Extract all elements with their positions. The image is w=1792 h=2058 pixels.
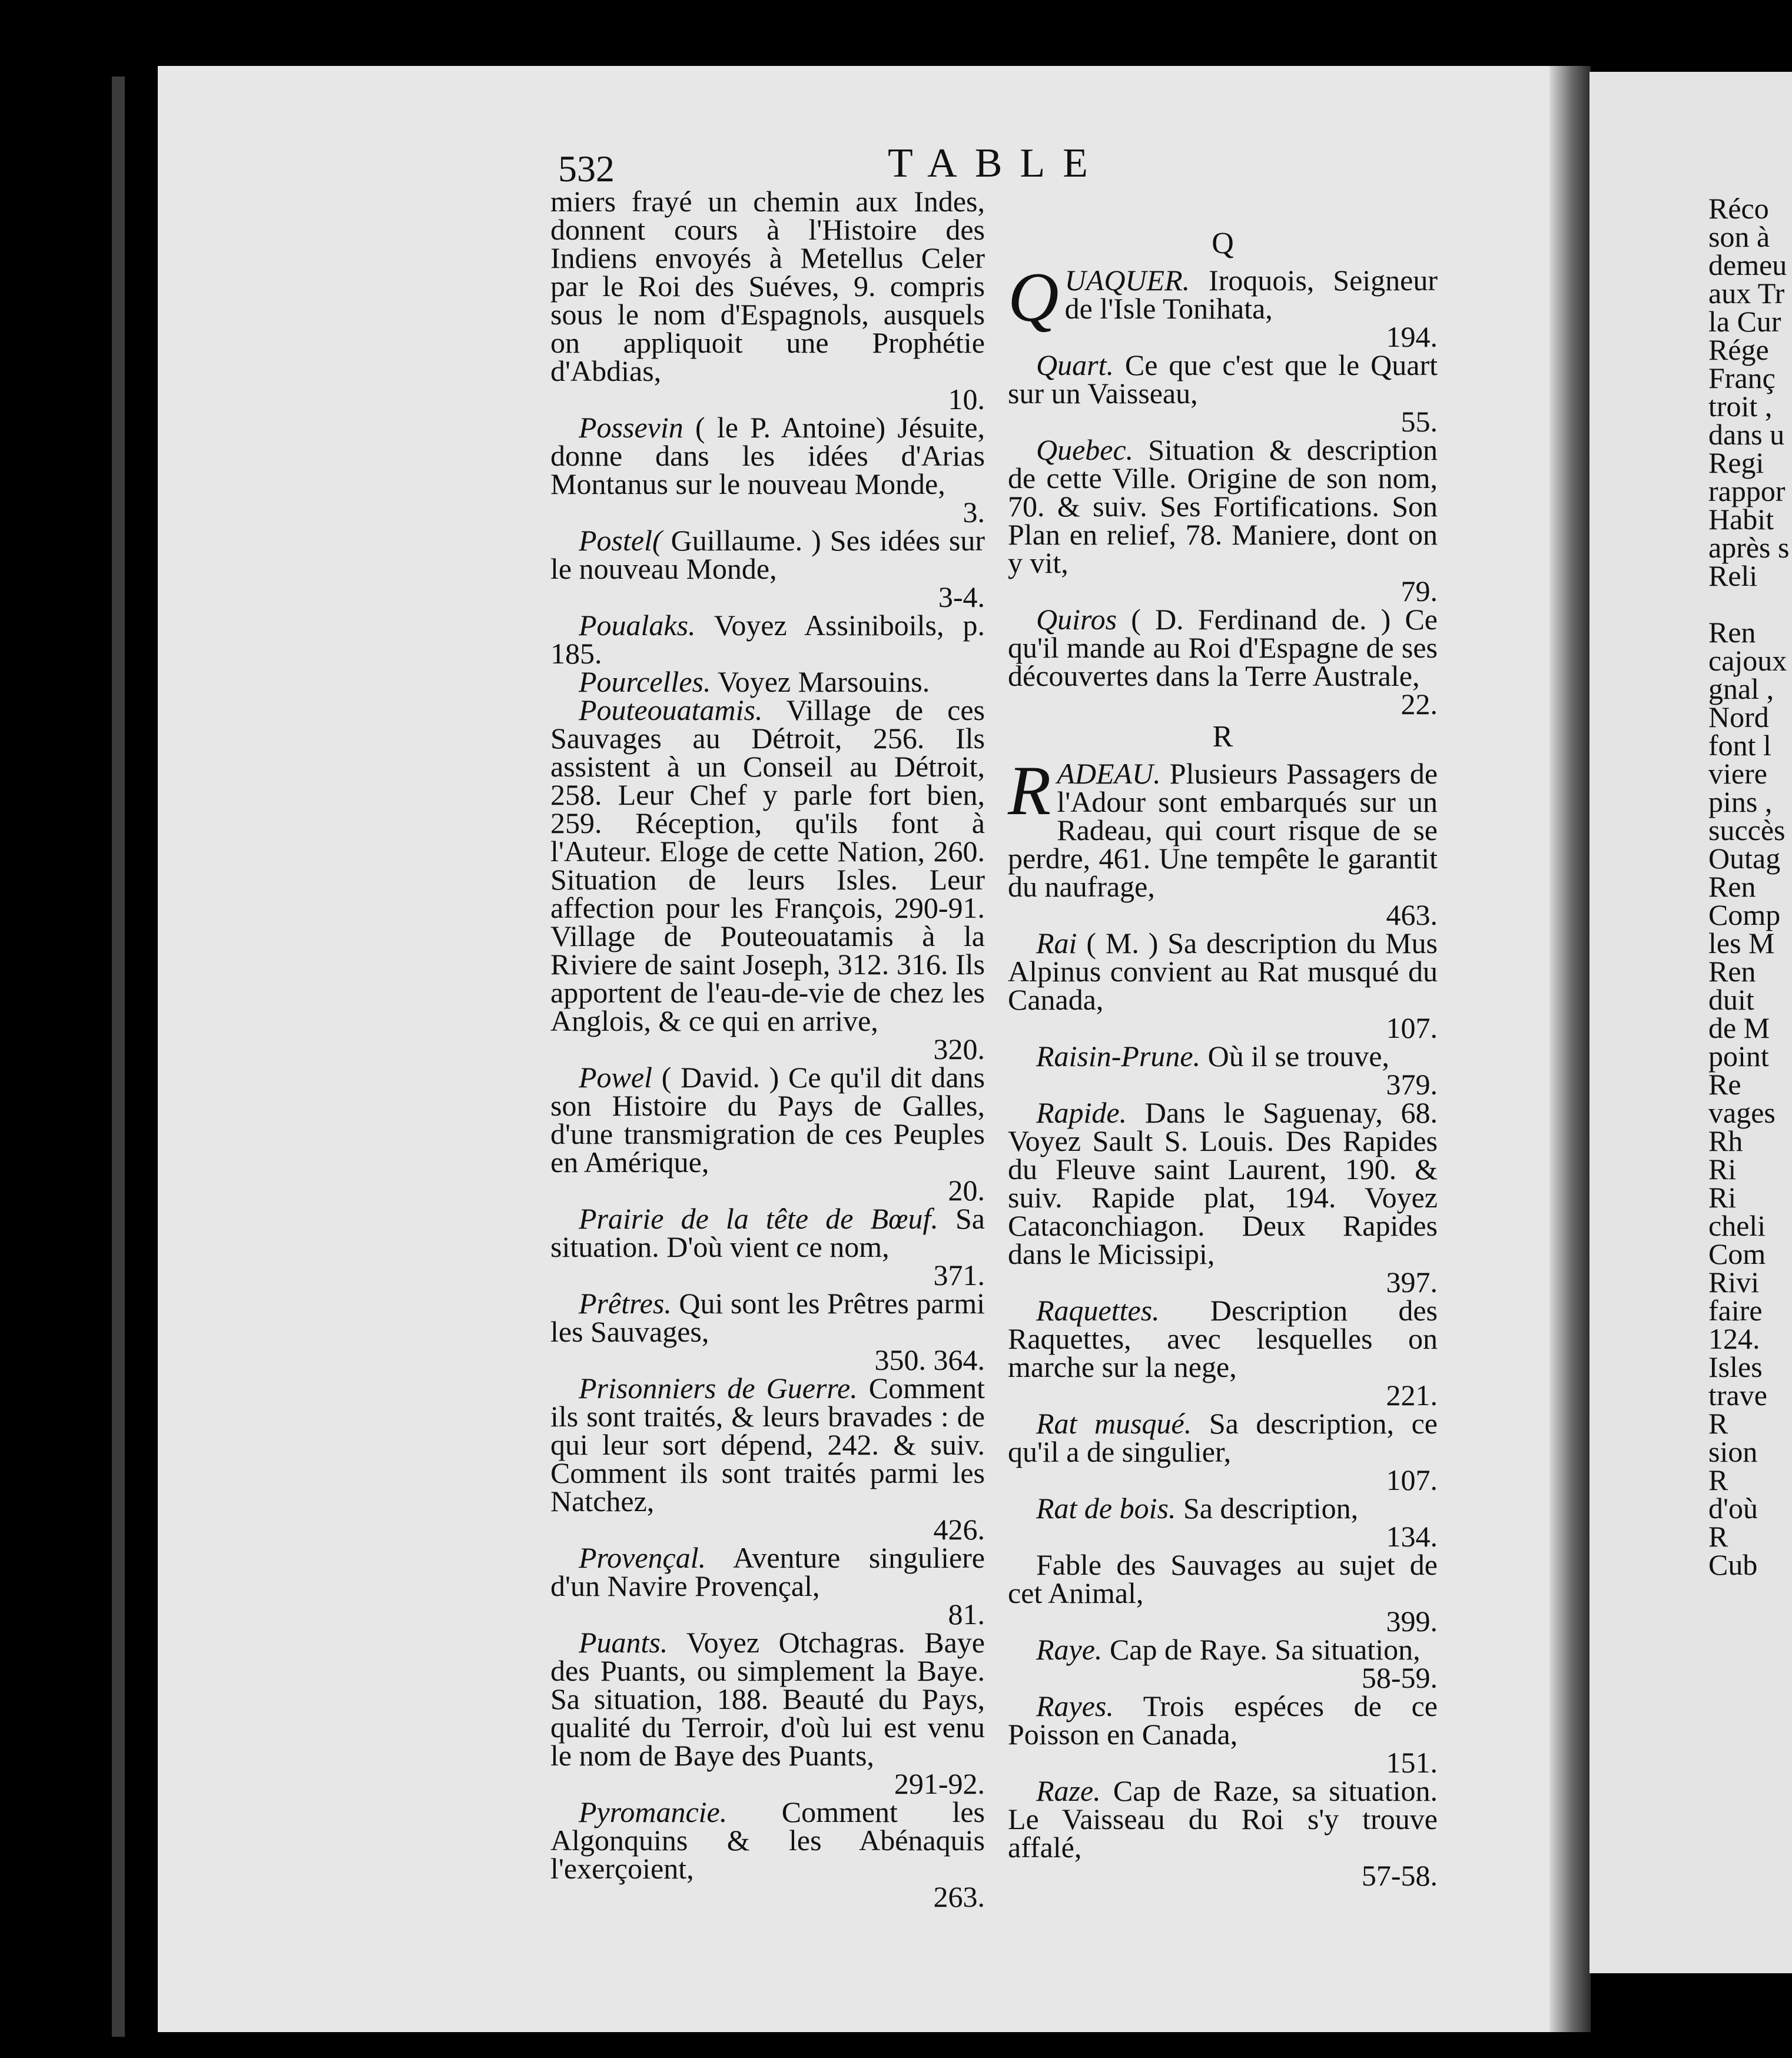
index-entry <box>550 1628 985 1798</box>
facing-line: Habit <box>1708 503 1774 536</box>
index-entry <box>1008 1040 1438 1101</box>
page-reference: 58-59. <box>1361 1661 1438 1694</box>
facing-page-text <box>1708 194 1792 1579</box>
facing-line: Isles <box>1708 1350 1763 1383</box>
facing-line: rappor <box>1708 474 1786 507</box>
page-reference: 22. <box>1401 688 1438 721</box>
entry-text: Cap de Raye. Sa situation, <box>1109 1633 1421 1666</box>
entry-headword: Rapide. <box>1036 1096 1127 1129</box>
entry-headword: Poualaks. <box>579 609 696 642</box>
entry-text: Sa description, <box>1183 1492 1359 1525</box>
entry-text: ( M. ) Sa description du Mus Alpinus convient au Rat musqué du Canada, <box>1008 927 1438 1016</box>
facing-line: font l <box>1708 729 1771 762</box>
facing-line: Réco <box>1708 194 1769 225</box>
facing-line: Ren <box>1708 870 1756 903</box>
entry-headword: Quart. <box>1036 348 1114 381</box>
facing-line: dans u <box>1708 418 1785 451</box>
facing-line: Ri <box>1708 1181 1737 1214</box>
entry-headword: Prêtres. <box>579 1287 672 1320</box>
facing-line: R <box>1708 1463 1728 1496</box>
entry-text: Qui sont les Prêtres parmi les Sauvages, <box>550 1287 985 1348</box>
page-reference: 134. <box>1386 1520 1438 1553</box>
facing-line: Outag <box>1708 842 1781 875</box>
entry-headword: Raze. <box>1036 1774 1101 1807</box>
page-reference: 151. <box>1386 1746 1438 1779</box>
entry-headword: Quebec. <box>1036 433 1134 466</box>
entry-text: Fable des Sauvages au sujet de cet Animal, <box>1008 1548 1438 1609</box>
book-edge <box>112 77 125 2037</box>
drop-cap: Q <box>1008 258 1059 336</box>
index-entry <box>550 1202 985 1292</box>
facing-line: 124. <box>1708 1322 1760 1355</box>
page-reference: 3. <box>963 496 985 529</box>
gutter-shadow <box>1549 66 1591 2032</box>
entry-text: Comment ils sont traités, & leurs bravades : de qui leur sort dépend, 242. & suiv. Comment ils sont traités parmi les Natchez, <box>550 1372 985 1518</box>
entry-headword: UAQUER. <box>1064 264 1190 297</box>
entry-headword: Powel <box>579 1061 652 1094</box>
entry-headword: Rat de bois. <box>1036 1492 1176 1525</box>
facing-line: d'où <box>1708 1492 1758 1525</box>
entry-text: Où il se trouve, <box>1207 1040 1389 1073</box>
page-reference: 221. <box>1386 1379 1438 1412</box>
entry-text: Iroquois, Seigneur de l'Isle Tonihata, <box>1064 264 1438 325</box>
facing-line: son à <box>1708 220 1770 253</box>
facing-line: Ren <box>1708 616 1756 649</box>
facing-line: Rége <box>1708 333 1769 366</box>
page-number: 532 <box>558 148 615 190</box>
page-reference: 79. <box>1401 575 1438 608</box>
entry-headword: Possevin <box>579 411 683 444</box>
page-reference: 10. <box>948 383 985 416</box>
running-head: TABLE <box>888 141 1106 186</box>
facing-line: après s <box>1708 531 1790 564</box>
facing-line: Com <box>1708 1237 1766 1270</box>
facing-line: Rh <box>1708 1124 1743 1157</box>
index-entry <box>550 665 985 698</box>
index-entry <box>1008 1409 1438 1494</box>
entry-text: Cap de Raze, sa situation. Le Vaisseau du Roi s'y trouve affalé, <box>1008 1774 1438 1864</box>
entry-text: Voyez Assiniboils, p. 185. <box>550 609 985 670</box>
facing-line: succès <box>1708 814 1786 847</box>
page-reference: 350. 364. <box>874 1343 985 1376</box>
index-entry <box>550 526 985 611</box>
index-entry <box>550 611 985 668</box>
facing-line: duit <box>1708 983 1754 1016</box>
section-letter-q: Q <box>1212 227 1234 260</box>
entry-text: Trois espéces de ce Poisson en Canada, <box>1008 1689 1438 1751</box>
index-entry <box>1008 1096 1438 1299</box>
page-reference: 463. <box>1386 898 1438 931</box>
index-entry <box>1008 1774 1438 1892</box>
entry-text: Village de ces Sauvages au Détroit, 256. Ils assistent à un Conseil au Détroit, 258. Leur Chef y parle fort bien, 259. Réception, qu'ils font à l'Auteur. Eloge de cette Nation, 260. Situation de leurs Isles. Leur affection pour les François, 290-91. Village de Pouteouatamis à la Riviere de saint Joseph, 312. 316. Ils apportent de l'eau-de-vie de chez les Anglois, & ce qui en arrive, <box>550 693 985 1037</box>
facing-line: Ren <box>1708 955 1756 988</box>
index-entry <box>550 1374 985 1544</box>
entry-text: ( D. Ferdinand de. ) Ce qu'il mande au Roi d'Espagne de ses découvertes dans la Terre Australe, <box>1008 603 1438 692</box>
page-reference: 320. <box>933 1033 985 1065</box>
section-letter-r: R <box>1212 720 1233 754</box>
entry-text: Sa description, ce qu'il a de singulier, <box>1008 1407 1438 1468</box>
index-entry <box>1008 603 1438 721</box>
entry-headword: Provençal. <box>579 1541 706 1574</box>
drop-cap: R <box>1008 751 1051 829</box>
entry-text: Plusieurs Passagers de l'Adour sont embarqués sur un Radeau, qui court risque de se perdre, 461. Une tempête le garantit du naufrage, <box>1008 757 1438 903</box>
entry-headword: Raisin-Prune. <box>1036 1040 1201 1073</box>
facing-line: Re <box>1708 1068 1741 1101</box>
facing-line: viere <box>1708 757 1767 790</box>
entry-headword: Postel( <box>579 524 662 557</box>
facing-line: faire <box>1708 1294 1763 1327</box>
entry-headword: Raquettes. <box>1036 1294 1160 1327</box>
facing-line: cajoux <box>1708 644 1787 677</box>
entry-headword: ADEAU. <box>1057 757 1161 790</box>
facing-line: Regi <box>1708 446 1764 479</box>
facing-line: de M <box>1708 1011 1770 1044</box>
entry-text: ( David. ) Ce qu'il dit dans son Histoire du Pays de Galles, d'une transmigration de ces Peuples en Amérique, <box>550 1061 985 1179</box>
facing-line: demeu <box>1708 248 1787 281</box>
index-entry <box>550 1289 985 1374</box>
entry-text: Aventure singuliere d'un Navire Provençal, <box>550 1541 985 1602</box>
facing-line: R <box>1708 1520 1728 1553</box>
entry-headword: Puants. <box>579 1626 668 1659</box>
page-reference: 107. <box>1386 1011 1438 1044</box>
index-entry <box>1008 1494 1438 1551</box>
index-entry <box>1008 258 1438 353</box>
entry-headword: Prairie de la tête de Bœuf. <box>579 1202 938 1235</box>
facing-line: la Cur <box>1708 305 1781 338</box>
entry-text: Voyez Otchagras. Baye des Puants, ou simplement la Baye. Sa situation, 188. Beauté du Pays, qualité du Terroir, d'où lui est venu le nom de Baye des Puants, <box>550 1626 985 1772</box>
facing-line: vages <box>1708 1096 1776 1129</box>
index-entry <box>550 1541 985 1631</box>
entry-headword: Pyromancie. <box>579 1795 728 1828</box>
entry-headword: Rat musqué. <box>1036 1407 1192 1440</box>
index-entry <box>1008 929 1438 1042</box>
facing-line: cheli <box>1708 1209 1766 1242</box>
index-entry <box>1008 433 1438 608</box>
index-entry <box>1008 751 1438 931</box>
facing-line: troit , <box>1708 390 1773 423</box>
entry-text: Ce que c'est que le Quart sur un Vaisseau, <box>1008 348 1438 410</box>
entry-headword: Prisonniers de Guerre. <box>579 1372 858 1405</box>
entry-text: miers frayé un chemin aux Indes, donnent cours à l'Histoire des Indiens envoyés à Metellus Celer par le Roi des Suéves, 9. compris sous le nom d'Espagnols, ausquels on appliquoit une Prophétie d'Abdias, <box>550 185 985 387</box>
entry-headword: Pourcelles. <box>579 665 711 698</box>
facing-line: sion <box>1708 1435 1758 1468</box>
facing-line <box>1708 590 1792 618</box>
page-reference: 20. <box>948 1174 985 1207</box>
facing-line: Ri <box>1708 1153 1737 1186</box>
entry-headword: Raye. <box>1036 1633 1103 1666</box>
index-entry <box>1008 1689 1438 1779</box>
facing-line: Rivi <box>1708 1266 1760 1299</box>
page-reference: 426. <box>933 1513 985 1546</box>
page-reference: 291-92. <box>894 1767 985 1800</box>
entry-text: Description des Raquettes, avec lesquelles on marche sur la nege, <box>1008 1294 1438 1383</box>
entry-headword: Quiros <box>1036 603 1117 636</box>
page-reference: 379. <box>1386 1068 1438 1101</box>
index-entry <box>550 411 985 529</box>
index-entry <box>550 693 985 1065</box>
section-r-entries <box>1008 751 1438 1892</box>
index-entry <box>1008 348 1438 438</box>
facing-line: aux Tr <box>1708 277 1785 310</box>
page-reference: 397. <box>1386 1266 1438 1299</box>
facing-line: les M <box>1708 927 1775 960</box>
index-entry <box>550 1795 985 1913</box>
page-reference: 57-58. <box>1361 1859 1438 1892</box>
entry-text: Dans le Saguenay, 68. Voyez Sault S. Louis. Des Rapides du Fleuve saint Laurent, 190. & suiv. Rapide plat, 194. Voyez Cataconchiagon. Deux Rapides dans le Micissipi, <box>1008 1096 1438 1270</box>
entry-text: Sa situation. D'où vient ce nom, <box>550 1202 985 1263</box>
facing-line: trave <box>1708 1379 1767 1412</box>
index-entry <box>550 1061 985 1207</box>
facing-line: R <box>1708 1407 1728 1440</box>
entry-text: Situation & description de cette Ville. Origine de son nom, 70. & suiv. Ses Fortifications. Son Plan en relief, 78. Maniere, dont on y vit, <box>1008 433 1438 579</box>
page-reference: 3-4. <box>938 580 985 613</box>
entry-text: Comment les Algonquins & les Abénaquis l'exerçoient, <box>550 1795 985 1885</box>
entry-headword: Rai <box>1036 927 1077 960</box>
entry-headword: Pouteouatamis. <box>579 693 763 726</box>
facing-line: Cub <box>1708 1548 1758 1579</box>
index-entry <box>1008 1294 1438 1412</box>
page-reference: 81. <box>948 1598 985 1631</box>
entry-text: Guillaume. ) Ses idées sur le nouveau Monde, <box>550 524 985 585</box>
facing-line: Reli <box>1708 559 1758 592</box>
facing-line: Franç <box>1708 361 1776 394</box>
facing-line: Comp <box>1708 898 1781 931</box>
facing-line: pins , <box>1708 785 1773 818</box>
entry-text: ( le P. Antoine) Jésuite, donne dans les idées d'Arias Montanus sur le nouveau Monde, <box>550 411 985 500</box>
page-reference: 371. <box>933 1259 985 1292</box>
index-entry <box>1008 1548 1438 1638</box>
entry-text: Voyez Marsouins. <box>718 665 930 698</box>
left-column <box>550 187 985 1911</box>
page-reference: 263. <box>933 1880 985 1913</box>
entry-headword: Rayes. <box>1036 1689 1114 1722</box>
facing-line: Nord <box>1708 701 1769 733</box>
page-reference: 107. <box>1386 1463 1438 1496</box>
page-reference: 55. <box>1401 405 1438 438</box>
index-entry <box>550 185 985 416</box>
facing-line: gnal , <box>1708 672 1774 705</box>
section-q-entries <box>1008 258 1438 721</box>
page-reference: 399. <box>1386 1605 1438 1638</box>
right-column <box>1008 227 1438 1892</box>
page-reference: 194. <box>1386 320 1438 353</box>
index-entry <box>1008 1635 1438 1692</box>
facing-line: point <box>1708 1040 1769 1073</box>
